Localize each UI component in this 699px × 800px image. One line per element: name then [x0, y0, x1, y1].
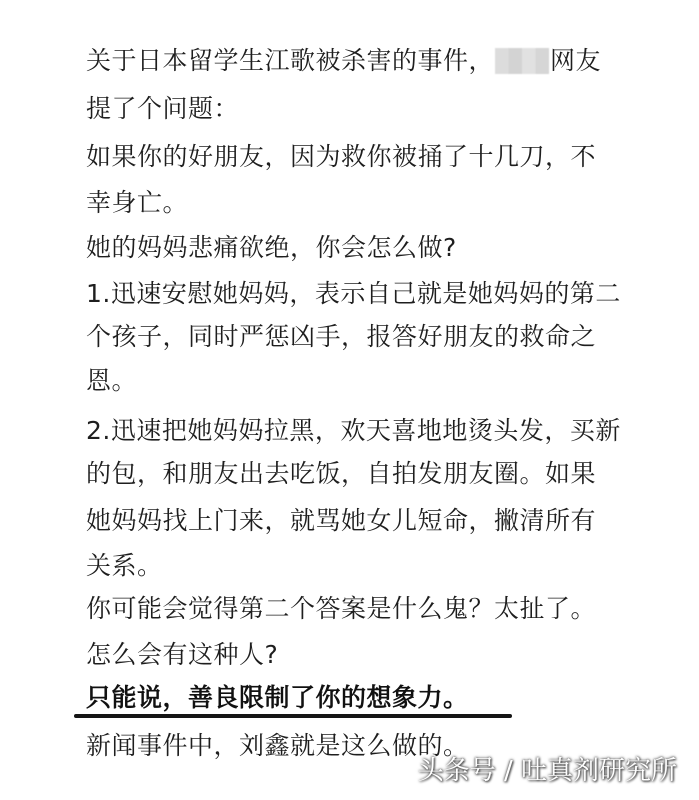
article-line-8: 恩。 — [86, 366, 138, 395]
article-line-13: 你可能会觉得第二个答案是什么鬼？太扯了。 — [86, 594, 597, 623]
article-line-9: 2.迅速把她妈妈拉黑，欢天喜地地烫头发，买新 — [86, 416, 621, 445]
blurred-name-redaction — [495, 48, 549, 74]
article-line-1 — [86, 44, 601, 78]
article-line-4: 幸身亡。 — [86, 188, 189, 217]
article-line-14: 怎么会有这种人? — [86, 640, 279, 669]
article-line-highlight: 只能说，善良限制了你的想象力。 — [86, 683, 469, 712]
highlight-underline — [74, 714, 512, 718]
article-line-16: 新闻事件中，刘鑫就是这么做的。 — [86, 731, 469, 760]
article-line-12: 关系。 — [86, 551, 163, 580]
article-line-11: 她妈妈找上门来，就骂她女儿短命，撇清所有 — [86, 506, 597, 535]
article-line-2: 提了个问题： — [86, 94, 240, 123]
article-line-7: 个孩子，同时严惩凶手，报答好朋友的救命之 — [86, 322, 597, 351]
article-line-10: 的包，和朋友出去吃饭，自拍发朋友圈。如果 — [86, 459, 597, 488]
article-line-1-end: 网友 — [550, 46, 602, 75]
article-line-6: 1.迅速安慰她妈妈，表示自己就是她妈妈的第二 — [86, 279, 621, 308]
article-line-5: 她的妈妈悲痛欲绝，你会怎么做? — [86, 233, 457, 262]
toutiao-watermark: 头条号 / 吐真剂研究所 — [417, 756, 677, 786]
article-line-3: 如果你的好朋友，因为救你被捅了十几刀，不 — [86, 142, 597, 171]
article-line-1-start: 关于日本留学生江歌被杀害的事件， — [86, 46, 495, 75]
